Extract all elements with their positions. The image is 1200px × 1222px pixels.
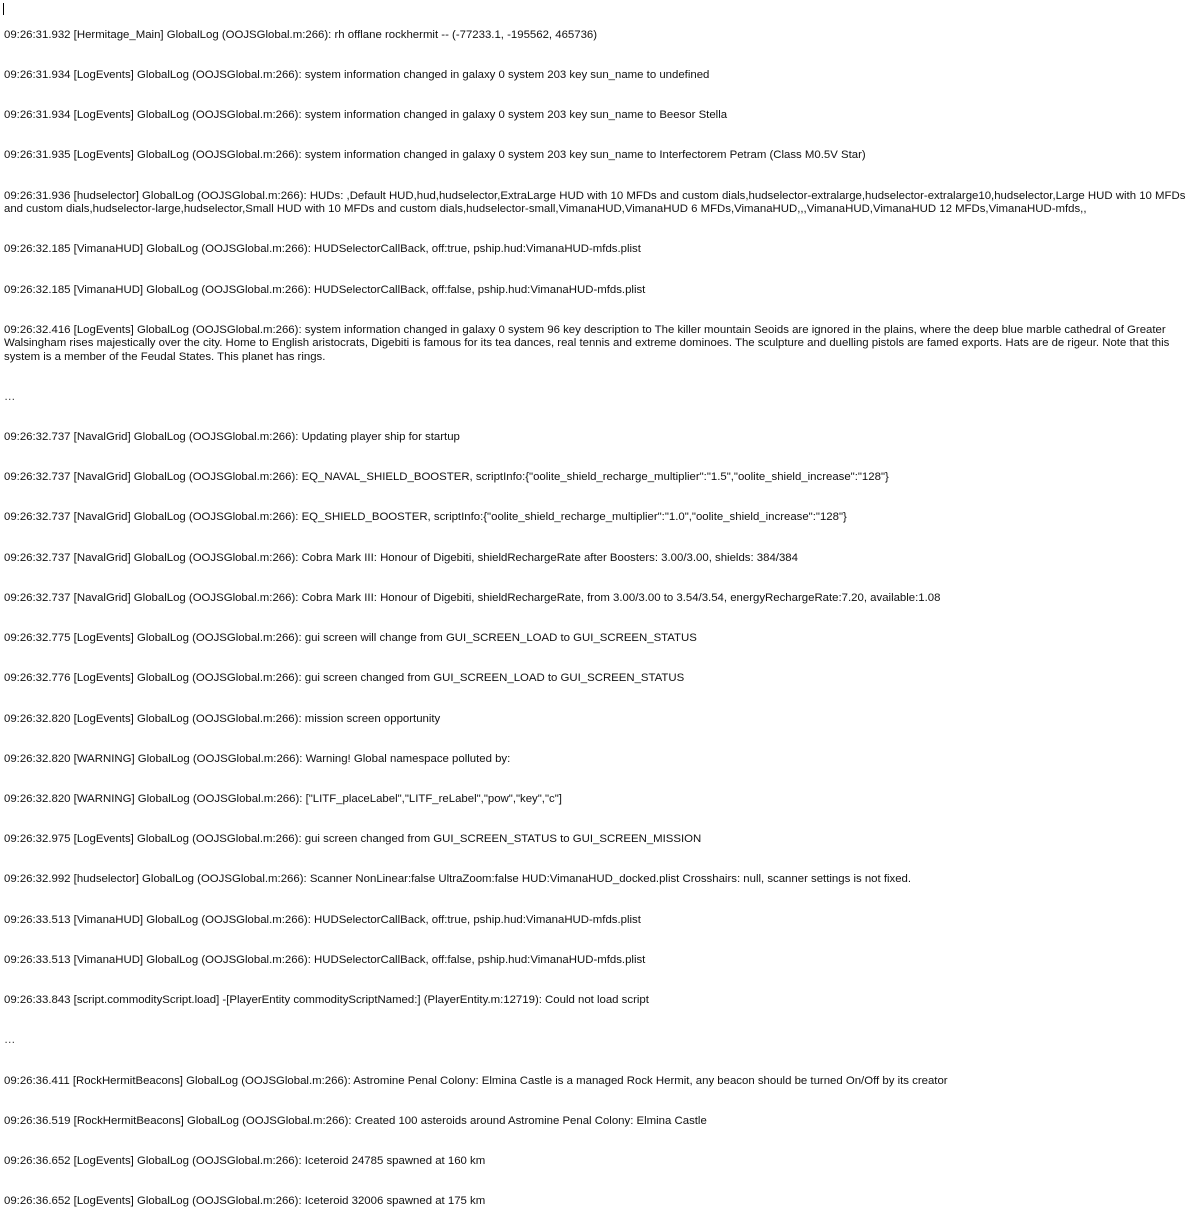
log-line: 09:26:32.820 [WARNING] GlobalLog (OOJSGlobal.m:266): Warning! Global namespace polluted by: <box>4 752 511 765</box>
log-line: 09:26:32.416 [LogEvents] GlobalLog (OOJSGlobal.m:266): system information changed in galaxy 0 system 96 key description to The killer mountain Seoids are ignored in the plains, where the deep blue marble cathedral of Greater Walsingham rises majestically over the city. Home to English aristocrats, Digebiti is famous for its tea dances, real tennis and extreme dominoes. The sculpture and duelling pistols are famed exports. Hats are de rigeur. Note that this system is a member of the Feudal States. This planet has rings. <box>4 323 1173 363</box>
log-line: 09:26:31.935 [LogEvents] GlobalLog (OOJSGlobal.m:266): system information changed in galaxy 0 system 203 key sun_name to Interfectorem Petram (Class M0.5V Star) <box>4 149 866 162</box>
log-ellipsis: … <box>4 1034 16 1047</box>
log-line: 09:26:31.932 [Hermitage_Main] GlobalLog (OOJSGlobal.m:266): rh offlane rockhermit -- (-77233.1, -195562, 465736) <box>4 28 598 41</box>
log-line: 09:26:32.185 [VimanaHUD] GlobalLog (OOJSGlobal.m:266): HUDSelectorCallBack, off:true, pship.hud:VimanaHUD-mfds.plist <box>4 243 641 256</box>
log-line: 09:26:32.820 [LogEvents] GlobalLog (OOJSGlobal.m:266): mission screen opportunity <box>4 712 441 725</box>
log-line: 09:26:36.411 [RockHermitBeacons] GlobalLog (OOJSGlobal.m:266): Astromine Penal Colony: Elmina Castle is a managed Rock Hermit, any beacon should be turned On/Off by its creator <box>4 1074 948 1087</box>
log-line: 09:26:32.820 [WARNING] GlobalLog (OOJSGlobal.m:266): ["LITF_placeLabel","LITF_reLabel","pow","key","c"] <box>4 792 562 805</box>
log-line: 09:26:32.775 [LogEvents] GlobalLog (OOJSGlobal.m:266): gui screen will change from GUI_SCREEN_LOAD to GUI_SCREEN_STATUS <box>4 632 697 645</box>
log-text-area[interactable] <box>4 2 1196 1222</box>
log-line: 09:26:31.934 [LogEvents] GlobalLog (OOJSGlobal.m:266): system information changed in galaxy 0 system 203 key sun_name to undefined <box>4 69 710 82</box>
log-line: 09:26:33.513 [VimanaHUD] GlobalLog (OOJSGlobal.m:266): HUDSelectorCallBack, off:false, pship.hud:VimanaHUD-mfds.plist <box>4 953 646 966</box>
log-line: 09:26:32.975 [LogEvents] GlobalLog (OOJSGlobal.m:266): gui screen changed from GUI_SCREEN_STATUS to GUI_SCREEN_MISSION <box>4 833 702 846</box>
log-ellipsis: … <box>4 390 16 403</box>
log-line: 09:26:32.737 [NavalGrid] GlobalLog (OOJSGlobal.m:266): Cobra Mark III: Honour of Digebiti, shieldRechargeRate after Boosters: 3.00/3.00, shields: 384/384 <box>4 551 798 564</box>
log-line: 09:26:32.737 [NavalGrid] GlobalLog (OOJSGlobal.m:266): Cobra Mark III: Honour of Digebiti, shieldRechargeRate, from 3.00/3.00 to 3.54/3.54, energyRechargeRate:7.20, available:1.08 <box>4 591 941 604</box>
log-line: 09:26:32.776 [LogEvents] GlobalLog (OOJSGlobal.m:266): gui screen changed from GUI_SCREEN_LOAD to GUI_SCREEN_STATUS <box>4 672 685 685</box>
log-line: 09:26:32.185 [VimanaHUD] GlobalLog (OOJSGlobal.m:266): HUDSelectorCallBack, off:false, pship.hud:VimanaHUD-mfds.plist <box>4 283 646 296</box>
log-line: 09:26:33.513 [VimanaHUD] GlobalLog (OOJSGlobal.m:266): HUDSelectorCallBack, off:true, pship.hud:VimanaHUD-mfds.plist <box>4 913 641 926</box>
log-line: 09:26:36.519 [RockHermitBeacons] GlobalLog (OOJSGlobal.m:266): Created 100 asteroids around Astromine Penal Colony: Elmina Castle <box>4 1114 707 1127</box>
log-line: 09:26:32.992 [hudselector] GlobalLog (OOJSGlobal.m:266): Scanner NonLinear:false UltraZoom:false HUD:VimanaHUD_docked.plist Crosshairs: null, scanner settings is not fixed. <box>4 873 912 886</box>
log-line: 09:26:32.737 [NavalGrid] GlobalLog (OOJSGlobal.m:266): EQ_NAVAL_SHIELD_BOOSTER, scriptInfo:{"oolite_shield_recharge_multiplier":"1.5","oolite_shield_increase":"128"} <box>4 471 889 484</box>
log-line: 09:26:32.737 [NavalGrid] GlobalLog (OOJSGlobal.m:266): Updating player ship for startup <box>4 431 460 443</box>
log-line: 09:26:31.936 [hudselector] GlobalLog (OOJSGlobal.m:266): HUDs: ,Default HUD,hud,hudselector,ExtraLarge HUD with 10 MFDs and custom dials,hudselector-extralarge,hudselector-extralarge10,hudselector,Large HUD with 10 MFDs and custom dials,hudselector-large,hudselector,Small HUD with 10 MFDs and custom dials,hudselector-small,VimanaHUD,VimanaHUD 6 MFDs,VimanaHUD,,,VimanaHUD,VimanaHUD 12 MFDs,VimanaHUD-mfds,, <box>4 189 1189 216</box>
log-line: 09:26:31.934 [LogEvents] GlobalLog (OOJSGlobal.m:266): system information changed in galaxy 0 system 203 key sun_name to Beesor Stella <box>4 109 728 122</box>
log-line: 09:26:36.652 [LogEvents] GlobalLog (OOJSGlobal.m:266): Iceteroid 24785 spawned at 160 km <box>4 1154 486 1167</box>
log-line: 09:26:36.652 [LogEvents] GlobalLog (OOJSGlobal.m:266): Iceteroid 32006 spawned at 175 km <box>4 1195 486 1208</box>
log-line: 09:26:32.737 [NavalGrid] GlobalLog (OOJSGlobal.m:266): EQ_SHIELD_BOOSTER, scriptInfo:{"oolite_shield_recharge_multiplier":"1.0","oolite_shield_increase":"128"} <box>4 511 847 524</box>
log-line: 09:26:33.843 [script.commodityScript.load] -[PlayerEntity commodityScriptNamed:] (PlayerEntity.m:12719): Could not load script <box>4 994 649 1007</box>
